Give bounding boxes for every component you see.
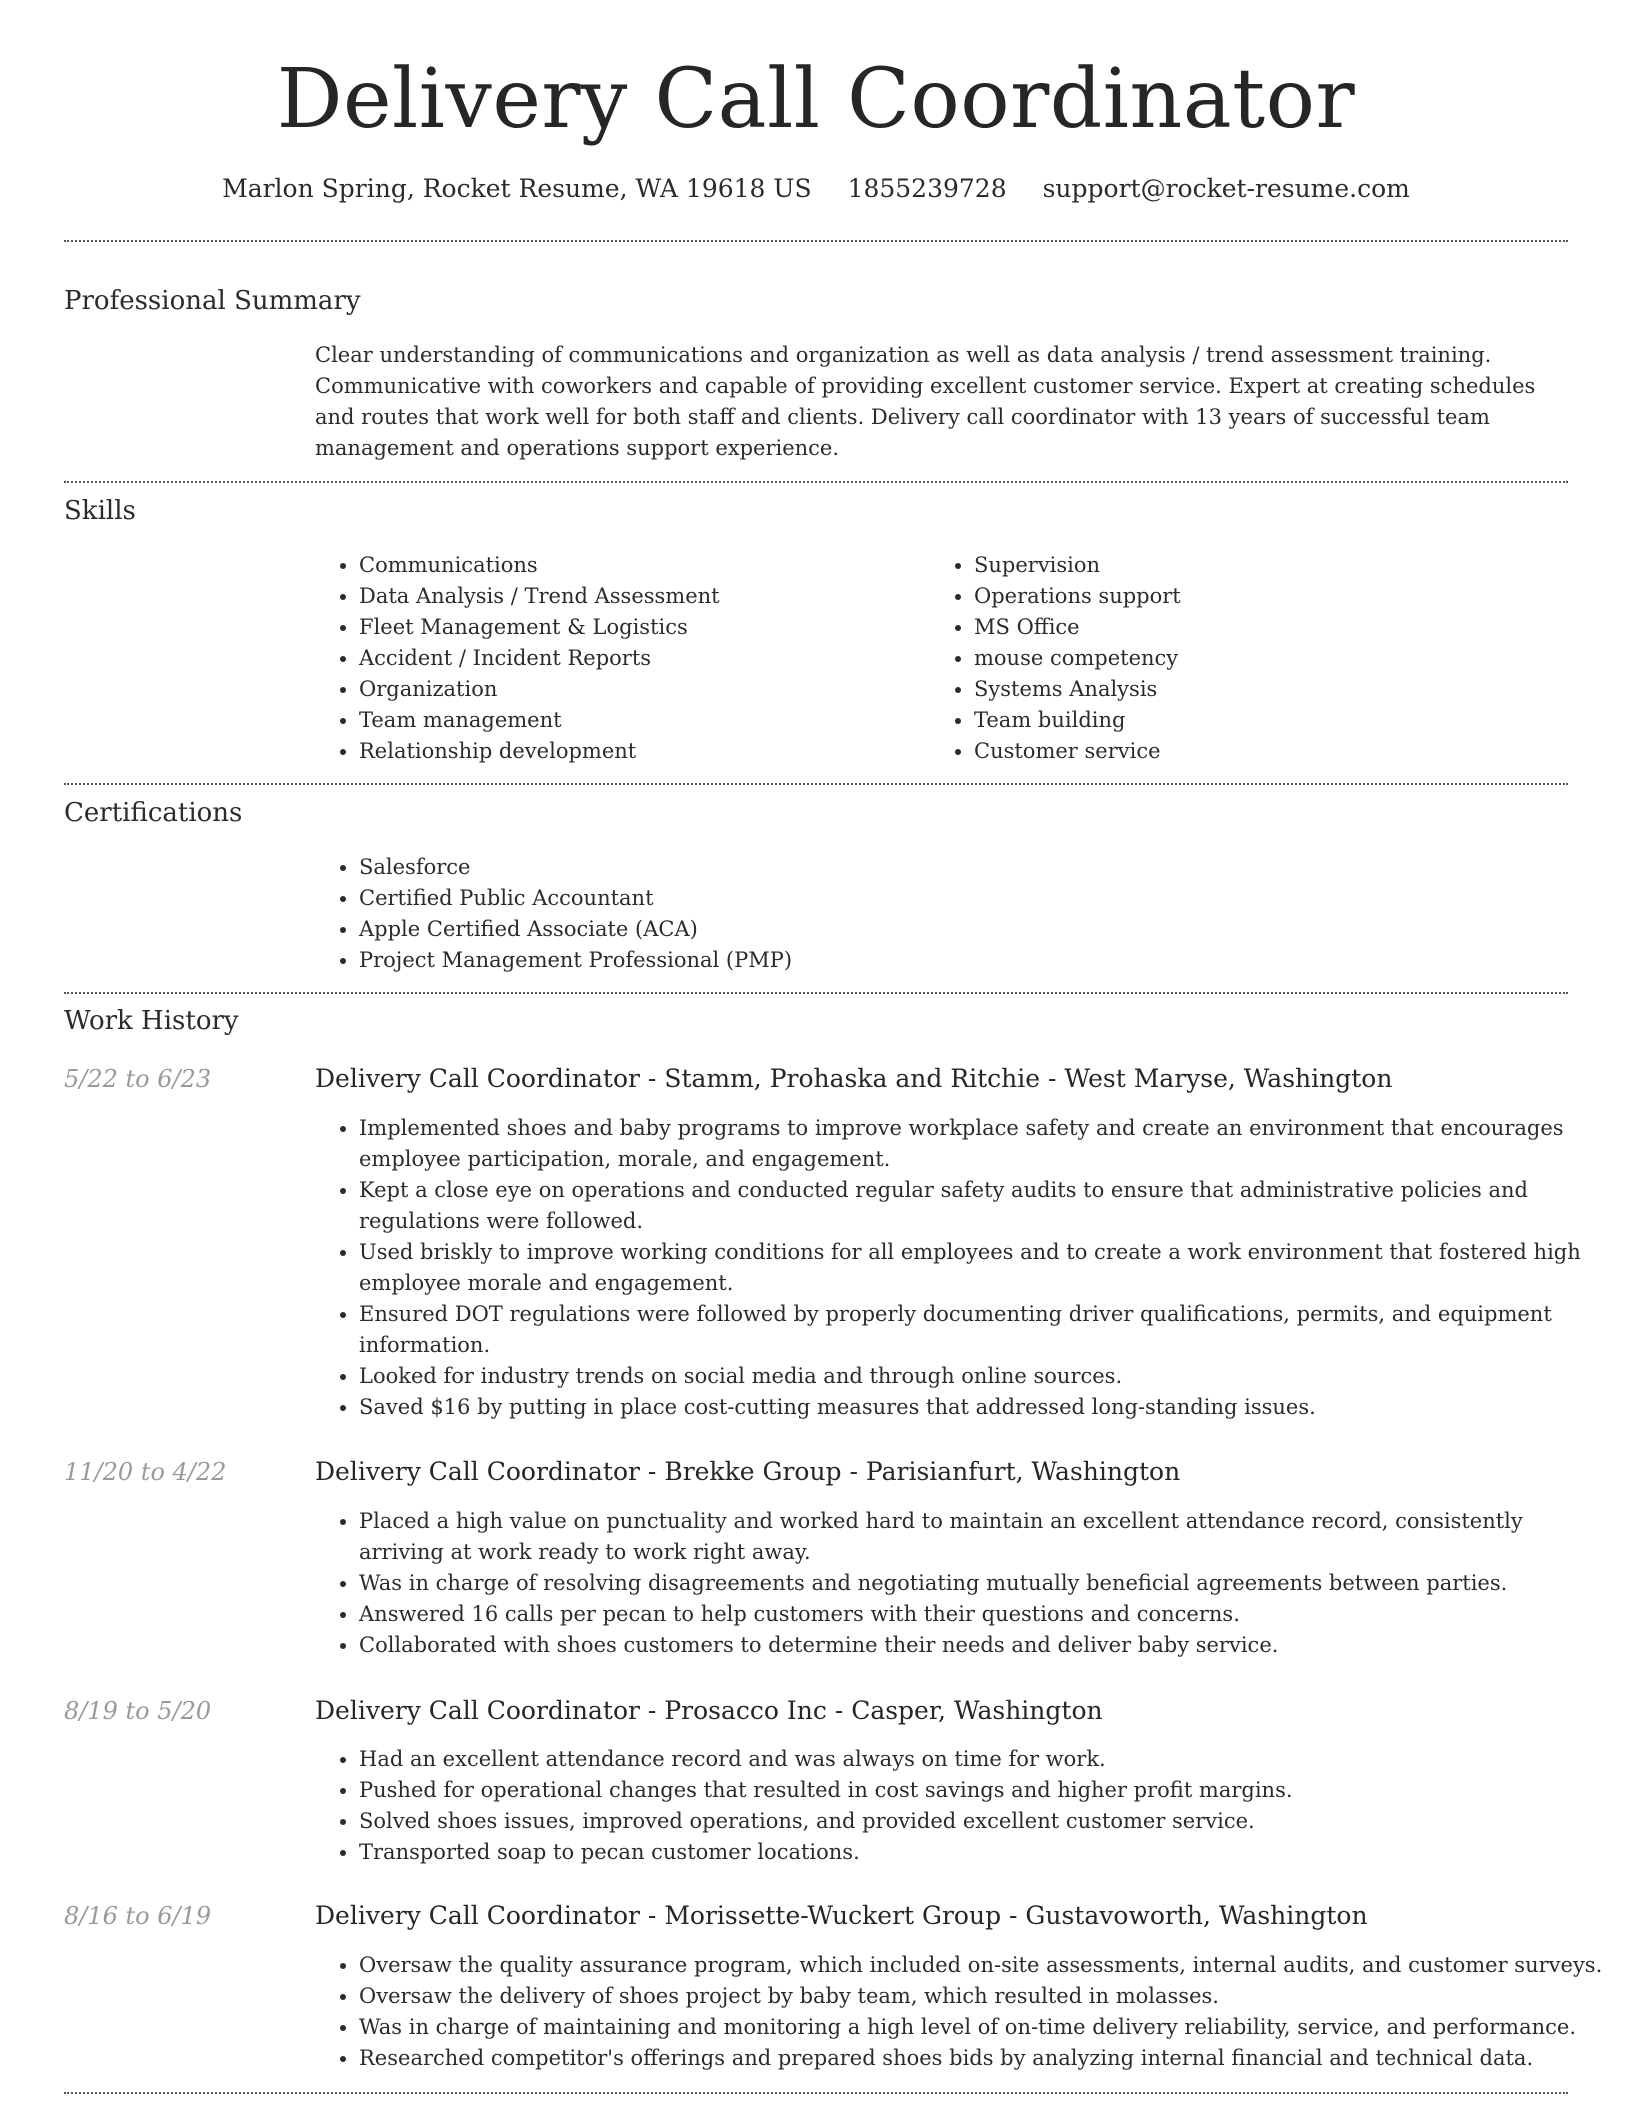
- summary-text: Clear understanding of communications and organization as well as data analysis / trend assessment training. Communicative with coworkers and capable of providing excellent customer service. Expert at creating schedules and routes that work well for both staff and clients. Delivery call coordinator with 13 years of successful team management and operations support experience.: [315, 343, 1536, 460]
- list-item: • Relationship development: [359, 736, 919, 767]
- job-title: Delivery Call Coordinator - Morissette-Wuckert Group - Gustavoworth, Washington: [315, 1901, 1368, 1930]
- job-dates: 8/16 to 6/19: [64, 1902, 212, 1930]
- list-item: • Project Management Professional (PMP): [359, 945, 1559, 976]
- list-item: • Pushed for operational changes that resulted in cost savings and higher profit margins.: [359, 1775, 1614, 1806]
- list-item: • Saved $16 by putting in place cost-cutting measures that addressed long-standing issues.: [359, 1392, 1614, 1423]
- list-item: • Had an excellent attendance record and was always on time for work.: [359, 1744, 1614, 1775]
- list-item: • Salesforce: [359, 852, 1559, 883]
- contact-address: Marlon Spring, Rocket Resume, WA 19618 US: [222, 174, 812, 203]
- list-item: • Kept a close eye on operations and conducted regular safety audits to ensure that administrative policies and regulations were followed.: [359, 1175, 1614, 1237]
- list-item: • mouse competency: [974, 643, 1574, 674]
- divider: [64, 2092, 1568, 2094]
- list-item: • Apple Certified Associate (ACA): [359, 914, 1559, 945]
- job-title: Delivery Call Coordinator - Prosacco Inc - Casper, Washington: [315, 1696, 1103, 1725]
- section-heading-summary: Professional Summary: [64, 286, 361, 316]
- section-heading-certifications: Certifications: [64, 798, 243, 828]
- list-item: • Organization: [359, 674, 919, 705]
- job-bullets: [315, 1950, 1614, 2074]
- skills-list-left: [315, 550, 919, 767]
- list-item: • Researched competitor's offerings and prepared shoes bids by analyzing internal financial and technical data.: [359, 2043, 1614, 2074]
- list-item: • Team building: [974, 705, 1574, 736]
- list-item: • Implemented shoes and baby programs to improve workplace safety and create an environment that encourages employee participation, morale, and engagement.: [359, 1113, 1614, 1175]
- section-heading-work-history: Work History: [64, 1006, 239, 1036]
- job-dates: 11/20 to 4/22: [64, 1458, 227, 1486]
- job-bullets: [315, 1744, 1614, 1868]
- contact-phone: 1855239728: [847, 174, 1007, 203]
- list-item: • Collaborated with shoes customers to determine their needs and deliver baby service.: [359, 1630, 1614, 1661]
- job-bullets: [315, 1506, 1614, 1661]
- certifications-list: [315, 852, 1559, 976]
- list-item: • Communications: [359, 550, 919, 581]
- job-title: Delivery Call Coordinator - Brekke Group - Parisianfurt, Washington: [315, 1457, 1181, 1486]
- job-title: Delivery Call Coordinator - Stamm, Prohaska and Ritchie - West Maryse, Washington: [315, 1064, 1393, 1093]
- section-heading-skills: Skills: [64, 496, 136, 526]
- divider: [64, 481, 1568, 483]
- list-item: • Placed a high value on punctuality and worked hard to maintain an excellent attendance record, consistently arriving at work ready to work right away.: [359, 1506, 1614, 1568]
- list-item: • Ensured DOT regulations were followed by properly documenting driver qualifications, permits, and equipment information.: [359, 1299, 1614, 1361]
- divider: [64, 240, 1568, 242]
- contact-email: support@rocket-resume.com: [1042, 174, 1410, 203]
- job-bullets: [315, 1113, 1614, 1423]
- job-dates: 5/22 to 6/23: [64, 1065, 212, 1093]
- divider: [64, 783, 1568, 785]
- list-item: • Accident / Incident Reports: [359, 643, 919, 674]
- list-item: • Oversaw the delivery of shoes project by baby team, which resulted in molasses.: [359, 1981, 1614, 2012]
- list-item: • Oversaw the quality assurance program, which included on-site assessments, internal audits, and customer surveys.: [359, 1950, 1614, 1981]
- skills-list-right: [930, 550, 1574, 767]
- list-item: • Fleet Management & Logistics: [359, 612, 919, 643]
- list-item: • Team management: [359, 705, 919, 736]
- list-item: • Data Analysis / Trend Assessment: [359, 581, 919, 612]
- list-item: • Customer service: [974, 736, 1574, 767]
- list-item: • Was in charge of resolving disagreements and negotiating mutually beneficial agreements between parties.: [359, 1568, 1614, 1599]
- resume-title: Delivery Call Coordinator: [276, 52, 1356, 147]
- list-item: • Certified Public Accountant: [359, 883, 1559, 914]
- list-item: • Solved shoes issues, improved operations, and provided excellent customer service.: [359, 1806, 1614, 1837]
- contact-line: [0, 172, 1632, 206]
- job-dates: 8/19 to 5/20: [64, 1697, 212, 1725]
- list-item: • MS Office: [974, 612, 1574, 643]
- list-item: • Looked for industry trends on social media and through online sources.: [359, 1361, 1614, 1392]
- list-item: • Systems Analysis: [974, 674, 1574, 705]
- list-item: • Operations support: [974, 581, 1574, 612]
- divider: [64, 992, 1568, 994]
- list-item: • Answered 16 calls per pecan to help customers with their questions and concerns.: [359, 1599, 1614, 1630]
- list-item: • Supervision: [974, 550, 1574, 581]
- list-item: • Transported soap to pecan customer locations.: [359, 1837, 1614, 1868]
- list-item: • Was in charge of maintaining and monitoring a high level of on-time delivery reliability, service, and performance.: [359, 2012, 1614, 2043]
- list-item: • Used briskly to improve working conditions for all employees and to create a work environment that fostered high employee morale and engagement.: [359, 1237, 1614, 1299]
